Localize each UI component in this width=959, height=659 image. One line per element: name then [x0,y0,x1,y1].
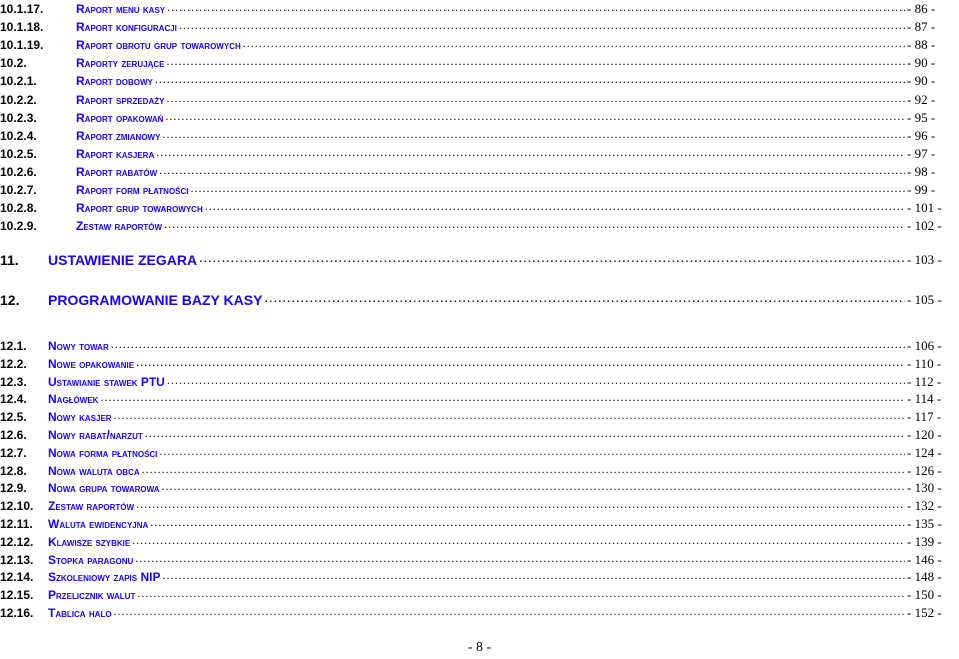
toc-entry-page: - 148 - [907,569,942,584]
toc-entry-title[interactable]: Raport grup towarowych [76,201,203,215]
toc-entry-title[interactable]: Raport rabatów [76,165,158,179]
toc-entry-title[interactable]: Raport zmianowy [76,129,161,143]
toc-entry[interactable] [0,604,959,620]
toc-entry-number: 12.7. [0,446,27,460]
toc-entry-page: - 110 - [907,356,942,371]
dot-leader [161,480,905,492]
toc-entry-title[interactable]: Klawisze szybkie [48,535,131,549]
toc-entry[interactable] [0,355,959,371]
toc-entry[interactable] [0,408,959,424]
toc-entry-page: - 130 - [907,480,942,495]
toc-entry[interactable] [0,551,959,567]
toc-entry-title[interactable]: Szkoleniowy zapis NIP [48,570,161,584]
toc-entry-number: 12.2. [0,357,27,371]
toc-entry-number: 10.2.8. [0,201,37,215]
dot-leader [150,516,905,528]
dot-leader [179,19,905,31]
dot-leader [264,293,905,305]
dot-leader [135,552,905,564]
toc-entry[interactable] [0,390,959,406]
page-number: - 8 - [467,640,492,655]
toc-entry[interactable] [0,18,959,34]
toc-entry-number: 12.15. [0,588,34,602]
toc-entry-title[interactable]: Raport konfiguracji [76,20,177,34]
toc-entry-title[interactable]: Raport menu kasy [76,2,166,16]
toc-entry-title[interactable]: Raport opakowań [76,111,164,125]
toc-entry[interactable] [0,145,959,161]
toc-entry-page: - 87 - [907,19,936,34]
toc-entry-page: - 120 - [907,427,942,442]
toc-entry-number: 10.2. [0,56,27,70]
toc-entry[interactable] [0,181,959,197]
toc-entry-page: - 135 - [907,516,942,531]
toc-entry[interactable] [0,248,959,268]
toc-entry[interactable] [0,0,959,16]
toc-entry-title[interactable]: Waluta ewidencyjna [48,517,149,531]
dot-leader [142,463,905,475]
toc-entry-page: - 124 - [907,445,942,460]
toc-entry-page: - 114 - [907,391,942,406]
dot-leader [136,498,905,510]
toc-entry-page: - 132 - [907,498,942,513]
toc-entry-number: 12.13. [0,553,34,567]
toc-entry-title[interactable]: Nowy towar [48,339,109,353]
toc-entry-page: - 117 - [907,409,942,424]
dot-leader [162,128,905,140]
toc-entry-title[interactable]: Raport dobowy [76,74,153,88]
toc-entry-number: 10.2.6. [0,165,37,179]
dot-leader [166,92,905,104]
toc-entry-number: 12.8. [0,464,27,478]
toc-entry-number: 12.4. [0,392,27,406]
toc-entry-number: 10.2.1. [0,74,37,88]
toc-entry-page: - 99 - [907,182,936,197]
dot-leader [166,55,905,67]
toc-entry-title[interactable]: Raport form płatności [76,183,189,197]
toc-entry-title[interactable]: Stopka paragonu [48,553,134,567]
dot-leader [111,338,905,350]
dot-leader [162,569,905,581]
toc-entry-page: - 96 - [907,128,936,143]
toc-entry[interactable] [0,91,959,107]
toc-entry[interactable] [0,497,959,513]
toc-entry-title[interactable]: Ustawianie stawek PTU [48,375,165,389]
dot-leader [137,587,905,599]
toc-entry-number: 10.2.7. [0,183,37,197]
toc-entry-page: - 146 - [907,552,942,567]
dot-leader [145,427,905,439]
dot-leader [159,445,905,457]
toc-entry-page: - 139 - [907,534,942,549]
dot-leader [156,146,905,158]
toc-entry-number: 10.1.17. [0,2,44,16]
toc-entry-number: 10.1.18. [0,20,44,34]
toc-entry-number: 10.2.9. [0,219,37,233]
toc-entry-number: 12.14. [0,570,34,584]
dot-leader [199,253,905,265]
toc-entry-page: - 90 - [907,55,936,70]
toc-entry[interactable] [0,426,959,442]
toc-entry-title[interactable]: Nowy kasjer [48,410,112,424]
toc-entry-number: 12.3. [0,375,27,389]
toc-entry-number: 10.2.2. [0,93,37,107]
toc-entry[interactable] [0,199,959,215]
toc-entry-number: 12.12. [0,535,34,549]
toc-entry-title[interactable]: Nowy rabat/narzut [48,428,143,442]
toc-entry[interactable] [0,586,959,602]
toc-entry-number: 11. [0,252,19,268]
toc-entry-page: - 103 - [907,252,942,267]
dot-leader [205,200,905,212]
toc-entry[interactable] [0,462,959,478]
toc-entry-number: 10.1.19. [0,38,44,52]
toc-entry-page: - 95 - [907,110,936,125]
toc-entry-title[interactable]: Raport sprzedaży [76,93,165,107]
toc-entry-page: - 92 - [907,92,936,107]
toc-entry[interactable] [0,533,959,549]
toc-entry-title[interactable]: USTAWIENIE ZEGARA [48,252,198,268]
toc-entry-number: 12.16. [0,606,34,620]
dot-leader [165,110,905,122]
toc-entry-page: - 112 - [907,374,942,389]
dot-leader [191,182,905,194]
toc-entry-number: 10.2.3. [0,111,37,125]
toc-entry[interactable] [0,515,959,531]
toc-entry-page: - 101 - [907,200,942,215]
toc-entry-page: - 88 - [907,37,936,52]
toc-entry-number: 12. [0,292,20,308]
toc-entry-title[interactable]: Raporty zerujące [76,56,165,70]
toc-entry-page: - 98 - [907,164,936,179]
toc-entry-number: 12.9. [0,481,27,495]
toc-entry-number: 10.2.5. [0,147,37,161]
toc-entry-title[interactable]: Nowa waluta obca [48,464,140,478]
toc-entry-number: 12.5. [0,410,27,424]
toc-entry[interactable] [0,288,959,308]
toc-entry-page: - 102 - [907,218,942,233]
toc-entry-number: 12.1. [0,339,27,353]
dot-leader [114,409,905,421]
dot-leader [167,1,905,13]
dot-leader [132,534,905,546]
toc-entry[interactable] [0,373,959,389]
toc-entry-title[interactable]: Przelicznik walut [48,588,136,602]
toc-entry-title[interactable]: Zestaw raportów [48,499,135,513]
toc-entry-page: - 90 - [907,73,936,88]
toc-entry-page: - 150 - [907,587,942,602]
dot-leader [114,605,905,617]
toc-entry-number: 12.10. [0,499,34,513]
toc-entry-number: 12.6. [0,428,27,442]
toc-entry[interactable] [0,444,959,460]
toc-entry-title[interactable]: Nowe opakowanie [48,357,135,371]
dot-leader [164,218,905,230]
toc-entry-page: - 106 - [907,338,942,353]
toc-entry[interactable] [0,568,959,584]
toc-entry[interactable] [0,127,959,143]
dot-leader [159,164,905,176]
toc-entry-title[interactable]: Raport kasjera [76,147,155,161]
toc-entry-page: - 152 - [907,605,942,620]
toc-entry[interactable] [0,217,959,233]
dot-leader [167,374,905,386]
toc-entry[interactable] [0,337,959,353]
dot-leader [243,37,905,49]
toc-entry-page: - 97 - [907,146,936,161]
toc-entry[interactable] [0,479,959,495]
toc-entry-number: 10.2.4. [0,129,37,143]
toc-entry-title[interactable]: Nowa grupa towarowa [48,481,160,495]
toc-entry-title[interactable]: PROGRAMOWANIE BAZY KASY [48,292,263,308]
toc-entry-page: - 86 - [907,1,936,16]
dot-leader [136,356,905,368]
toc-entry[interactable] [0,36,959,52]
toc-entry-title[interactable]: Raport obrotu grup towarowych [76,38,241,52]
toc-entry[interactable] [0,109,959,125]
toc-entry-title[interactable]: Nagłówek [48,392,99,406]
toc-entry[interactable] [0,54,959,70]
toc-entry-page: - 126 - [907,463,942,478]
toc-entry-title[interactable]: Tablica halo [48,606,112,620]
toc-entry[interactable] [0,72,959,88]
toc-entry-number: 12.11. [0,517,33,531]
dot-leader [155,73,905,85]
toc-entry[interactable] [0,163,959,179]
dot-leader [100,391,905,403]
toc-entry-title[interactable]: Nowa forma płatności [48,446,158,460]
toc-entry-title[interactable]: Zestaw raportów [76,219,163,233]
toc-entry-page: - 105 - [907,292,942,307]
